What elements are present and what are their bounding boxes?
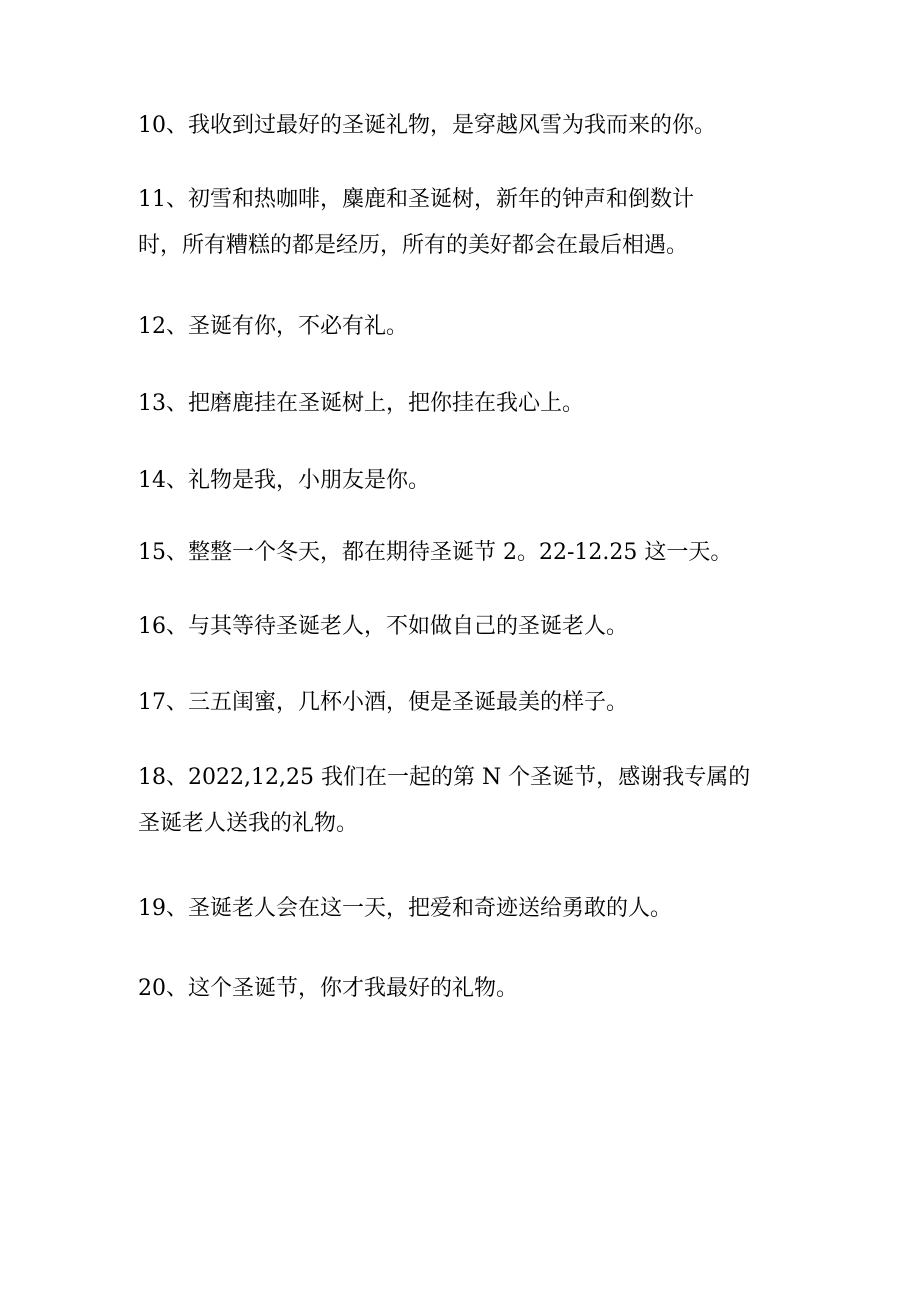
- list-item-12: [138, 304, 778, 350]
- list-item-10: [138, 103, 778, 149]
- list-item-18: [138, 755, 778, 847]
- list-item-line: 20、这个圣诞节，你才我最好的礼物。: [138, 976, 518, 1001]
- list-item-13: [138, 381, 778, 427]
- list-item-line: 13、把磨鹿挂在圣诞树上，把你挂在我心上。: [138, 391, 584, 416]
- list-item-19: [138, 886, 778, 932]
- list-item-line: 时，所有糟糕的都是经历，所有的美好都会在最后相遇。: [138, 233, 689, 258]
- list-item-line: 15、整整一个冬天，都在期待圣诞节 2。22-12.25 这一天。: [138, 540, 733, 565]
- list-item-line: 16、与其等待圣诞老人，不如做自己的圣诞老人。: [138, 614, 628, 639]
- list-item-line: 圣诞老人送我的礼物。: [138, 811, 359, 836]
- list-item-line: 18、2022,12,25 我们在一起的第 N 个圣诞节，感谢我专属的: [138, 765, 751, 790]
- list-item-line: 14、礼物是我，小朋友是你。: [138, 468, 430, 493]
- list-item-line: 17、三五闺蜜，几杯小酒，便是圣诞最美的样子。: [138, 690, 628, 715]
- list-item-line: 12、圣诞有你，不必有礼。: [138, 314, 408, 339]
- list-item-line: 11、初雪和热咖啡，麋鹿和圣诞树，新年的钟声和倒数计: [138, 187, 694, 212]
- list-item-20: [138, 966, 778, 1012]
- list-item-16: [138, 604, 778, 650]
- list-item-14: [138, 458, 778, 504]
- list-item-11: [138, 177, 778, 269]
- list-item-line: 19、圣诞老人会在这一天，把爱和奇迹送给勇敢的人。: [138, 896, 672, 921]
- list-item-line: 10、我收到过最好的圣诞礼物，是穿越风雪为我而来的你。: [138, 113, 716, 138]
- list-item-17: [138, 680, 778, 726]
- list-item-15: [138, 530, 778, 576]
